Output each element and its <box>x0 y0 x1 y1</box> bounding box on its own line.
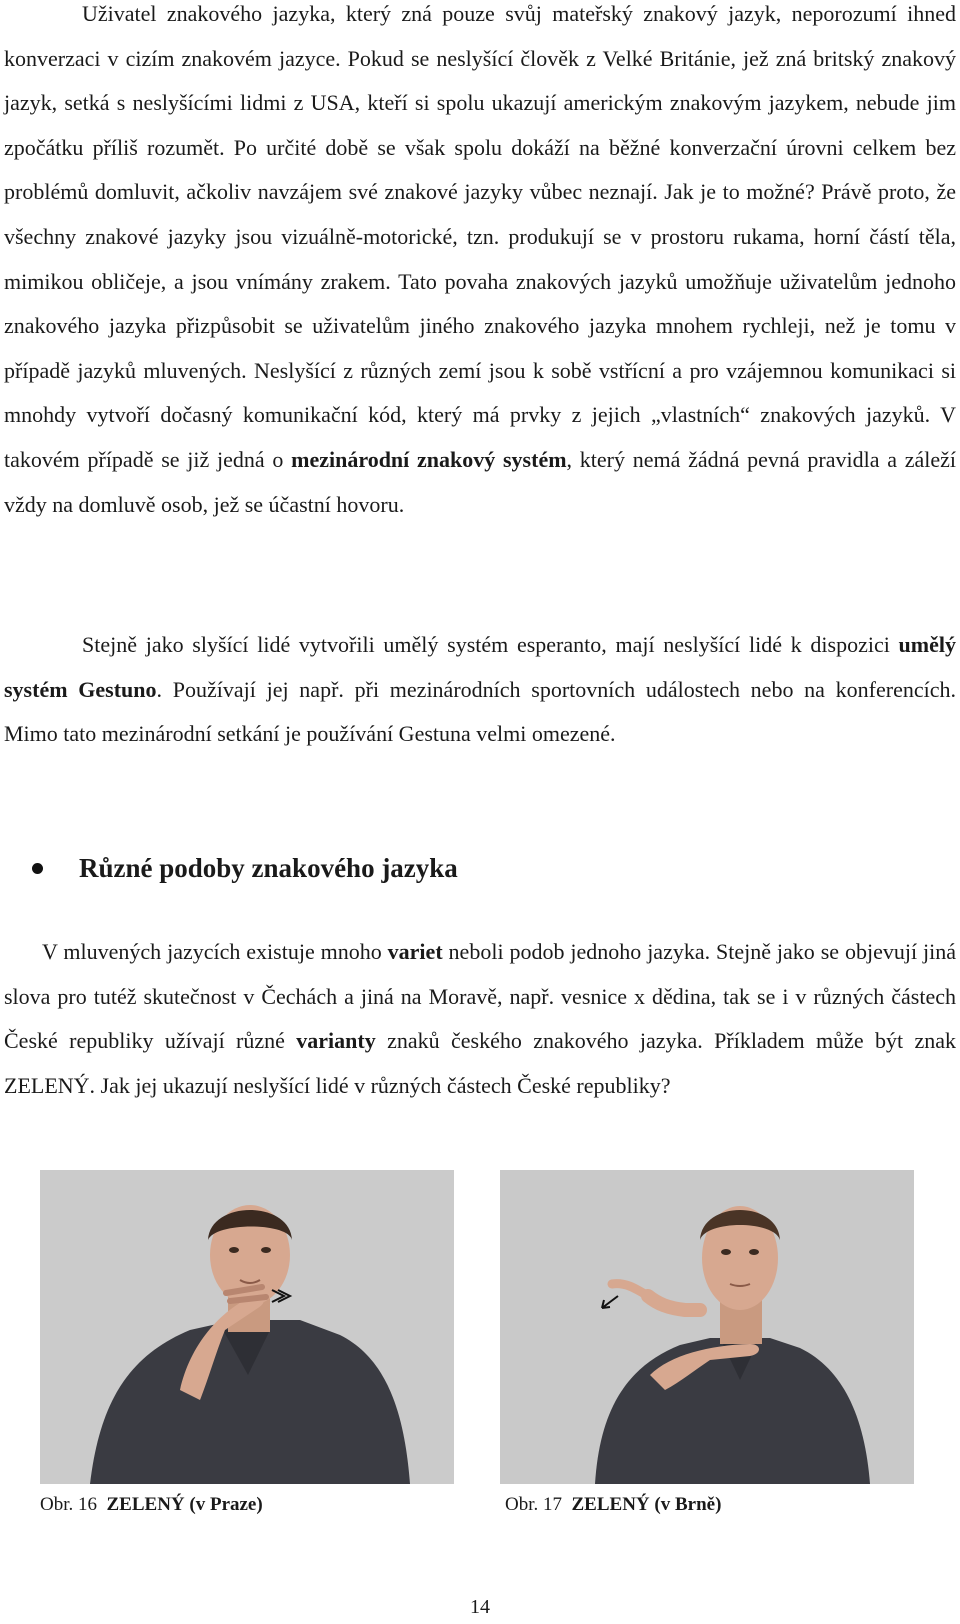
bold-term: umělý systém Gestuno <box>4 632 956 702</box>
bold-term: variet <box>387 939 443 964</box>
figure-caption-text: ZELENÝ (v Praze) <box>106 1494 263 1515</box>
photo-zeleny-brno <box>500 1170 914 1484</box>
bullet-icon <box>32 863 43 874</box>
figure-caption-17 <box>505 1494 721 1516</box>
figure-label: Obr. 16 <box>40 1494 97 1515</box>
figure-caption-16 <box>40 1494 263 1516</box>
text-run: Stejně jako slyšící lidé vytvořili umělý systém esperanto, mají neslyšící lidé k dispozici <box>82 632 899 657</box>
text-run: znaků českého znakového jazyka. Příkladem může být znak ZELENÝ. Jak jej ukazují neslyšící lidé v různých částech České republiky? <box>4 1028 956 1098</box>
section-heading-text: Různé podoby znakového jazyka <box>79 853 458 883</box>
text-run: , který nemá žádná pevná pravidla a záleží vždy na domluvě osob, jež se účastní hovoru. <box>4 446 956 517</box>
page-number: 14 <box>470 1596 490 1618</box>
photo-illustration <box>500 1170 914 1484</box>
text-run: . Používají jej např. při mezinárodních sportovních událostech nebo na konferencích. Mimo tato mezinárodní setkání je používání Gestuna velmi omezené. <box>4 676 956 747</box>
photo-zeleny-praha <box>40 1170 454 1484</box>
photo-illustration <box>40 1170 454 1484</box>
text-run: Uživatel znakového jazyka, který zná pouze svůj mateřský znakový jazyk, neporozumí ihned konverzaci v cizím znakovém jazyce. Pokud se neslyšící člověk z Velké Británie, jež zná britský znakový jazyk, setká s neslyšícími lidmi z USA, kteří si spolu ukazují americkým znakovým jazykem, nebude jim zpočátku příliš rozumět. Po určité době se však spolu dokáží na běžné konverzační úrovni celkem bez problémů domluvit, ačkoliv navzájem své znakové jazyky vůbec neznají. Jak je to možné? Právě proto, že všechny znakové jazyky jsou vizuálně-motorické, tzn. produkují se v prostoru rukama, horní částí těla, mimikou obličeje, a jsou vnímány zrakem. Tato povaha znakových jazyků umožňuje uživatelům jednoho znakového jazyka přizpůsobit se uživatelům jiného znakového jazyka mnohem rychleji, než je tomu v případě jazyků mluvených. Neslyšící z různých zemí jsou k sobě vstřícní a pro vzájemnou komunikaci si mnohdy vytvoří dočasný komunikační kód, který má prvky z jejich „vlastních“ znakových jazyků. V takovém případě se již jedná o <box>4 1 956 472</box>
paragraph-mutual-understanding <box>4 0 956 527</box>
paragraph-variants <box>4 930 956 1108</box>
bold-term: mezinárodní znakový systém <box>291 446 567 472</box>
bold-term: varianty <box>296 1028 376 1054</box>
figure-caption-text: ZELENÝ (v Brně) <box>571 1494 722 1515</box>
text-run: V mluvených jazycích existuje mnoho <box>42 939 388 964</box>
figure-label: Obr. 17 <box>505 1494 562 1515</box>
text-run: neboli podob jednoho jazyka. Stejně jako se objevují jiná slova pro tutéž skutečnost v Čechách a jiná na Moravě, např. vesnice x dědina, tak se i v různých částech České republiky užívají různé <box>4 939 956 1054</box>
paragraph-gestuno <box>4 623 956 757</box>
